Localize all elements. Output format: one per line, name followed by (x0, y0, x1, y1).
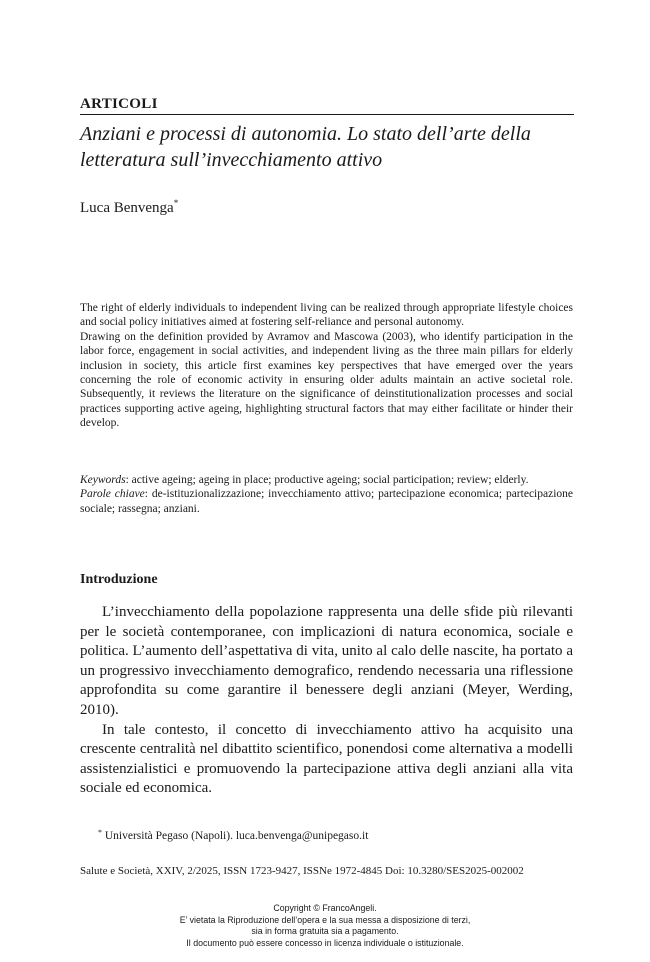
author-name: Luca Benvenga (80, 200, 174, 216)
parole-chiave-label: Parole chiave (80, 488, 145, 501)
copyright-line-3: sia in forma gratuita sia a pagamento. (251, 926, 399, 937)
parole-chiave-list: : de-istituzionalizzazione; invecchiamento attivo; partecipazione economica; partecipazione sociale; rassegna; anziani. (80, 488, 573, 515)
abstract (80, 301, 573, 431)
footnote-mark: * (98, 828, 102, 837)
author-footnote-mark[interactable]: * (173, 198, 179, 208)
copyright-line-2: E’ vietata la Riproduzione dell’opera e la sua messa a disposizione di terzi, (179, 914, 471, 925)
body-paragraph-2: In tale contesto, il concetto di invecchiamento attivo ha acquisito una crescente centralità nel dibattito scientifico, ponendosi come alternativa a modelli assistenzialistici e promuovendo la partecipazione attiva degli anziani alla vita sociale ed economica. (80, 721, 573, 797)
journal-citation: Salute e Società, XXIV, 2/2025, ISSN 1723-9427, ISSNe 1972-4845 Doi: 10.3280/SES2025-002002 (80, 865, 524, 877)
copyright-line-1: Copyright © FrancoAngeli. (273, 903, 377, 913)
keywords-italian (80, 487, 573, 516)
body-paragraph-1: L’invecchiamento della popolazione rappresenta una delle sfide più rilevanti per le società contemporanee, con implicazioni di natura economica, sociale e politica. L’aumento dell’aspettativa di vita, unito al calo delle nascite, ha portato a un progressivo invecchiamento demografico, rendendo necessaria una riflessione approfondita su come garantire il benessere degli anziani (Meyer, Werding, 2010). (80, 604, 573, 718)
footnote-text: Università Pegaso (Napoli). luca.benvenga@unipegaso.it (102, 830, 369, 842)
keywords-block (80, 473, 573, 516)
keywords-english (80, 473, 573, 487)
section-label: ARTICOLI (80, 95, 574, 115)
author (80, 194, 178, 217)
body-text (80, 603, 573, 799)
article-title: Anziani e processi di autonomia. Lo stato dell’arte della letteratura sull’invecchiamento attivo (80, 123, 531, 171)
keywords-label: Keywords (80, 474, 126, 486)
copyright-notice (0, 903, 650, 949)
abstract-paragraph-1: The right of elderly individuals to independent living can be realized through appropriate lifestyle choices and social policy initiatives aimed at fostering self-reliance and personal autonomy. (80, 302, 573, 329)
abstract-paragraph-2: Drawing on the definition provided by Avramov and Mascowa (2003), who identify participation in the labor force, engagement in social activities, and independent living as the three main pillars for elderly inclusion in society, this article first examines key perspectives that have emerged over the years concerning the role of economic activity in ensuring older adults maintain an active societal role. Subsequently, it reviews the literature on the significance of deinstitutionalization processes and social practices supporting active ageing, highlighting structural factors that may either facilitate or hinder their develop. (80, 330, 573, 430)
footnote (98, 826, 368, 843)
keywords-list: : active ageing; ageing in place; productive ageing; social participation; review; elderly. (125, 474, 529, 486)
section-heading: Introduzione (80, 572, 158, 587)
copyright-line-4: Il documento può essere concesso in licenza individuale o istituzionale. (186, 937, 464, 948)
